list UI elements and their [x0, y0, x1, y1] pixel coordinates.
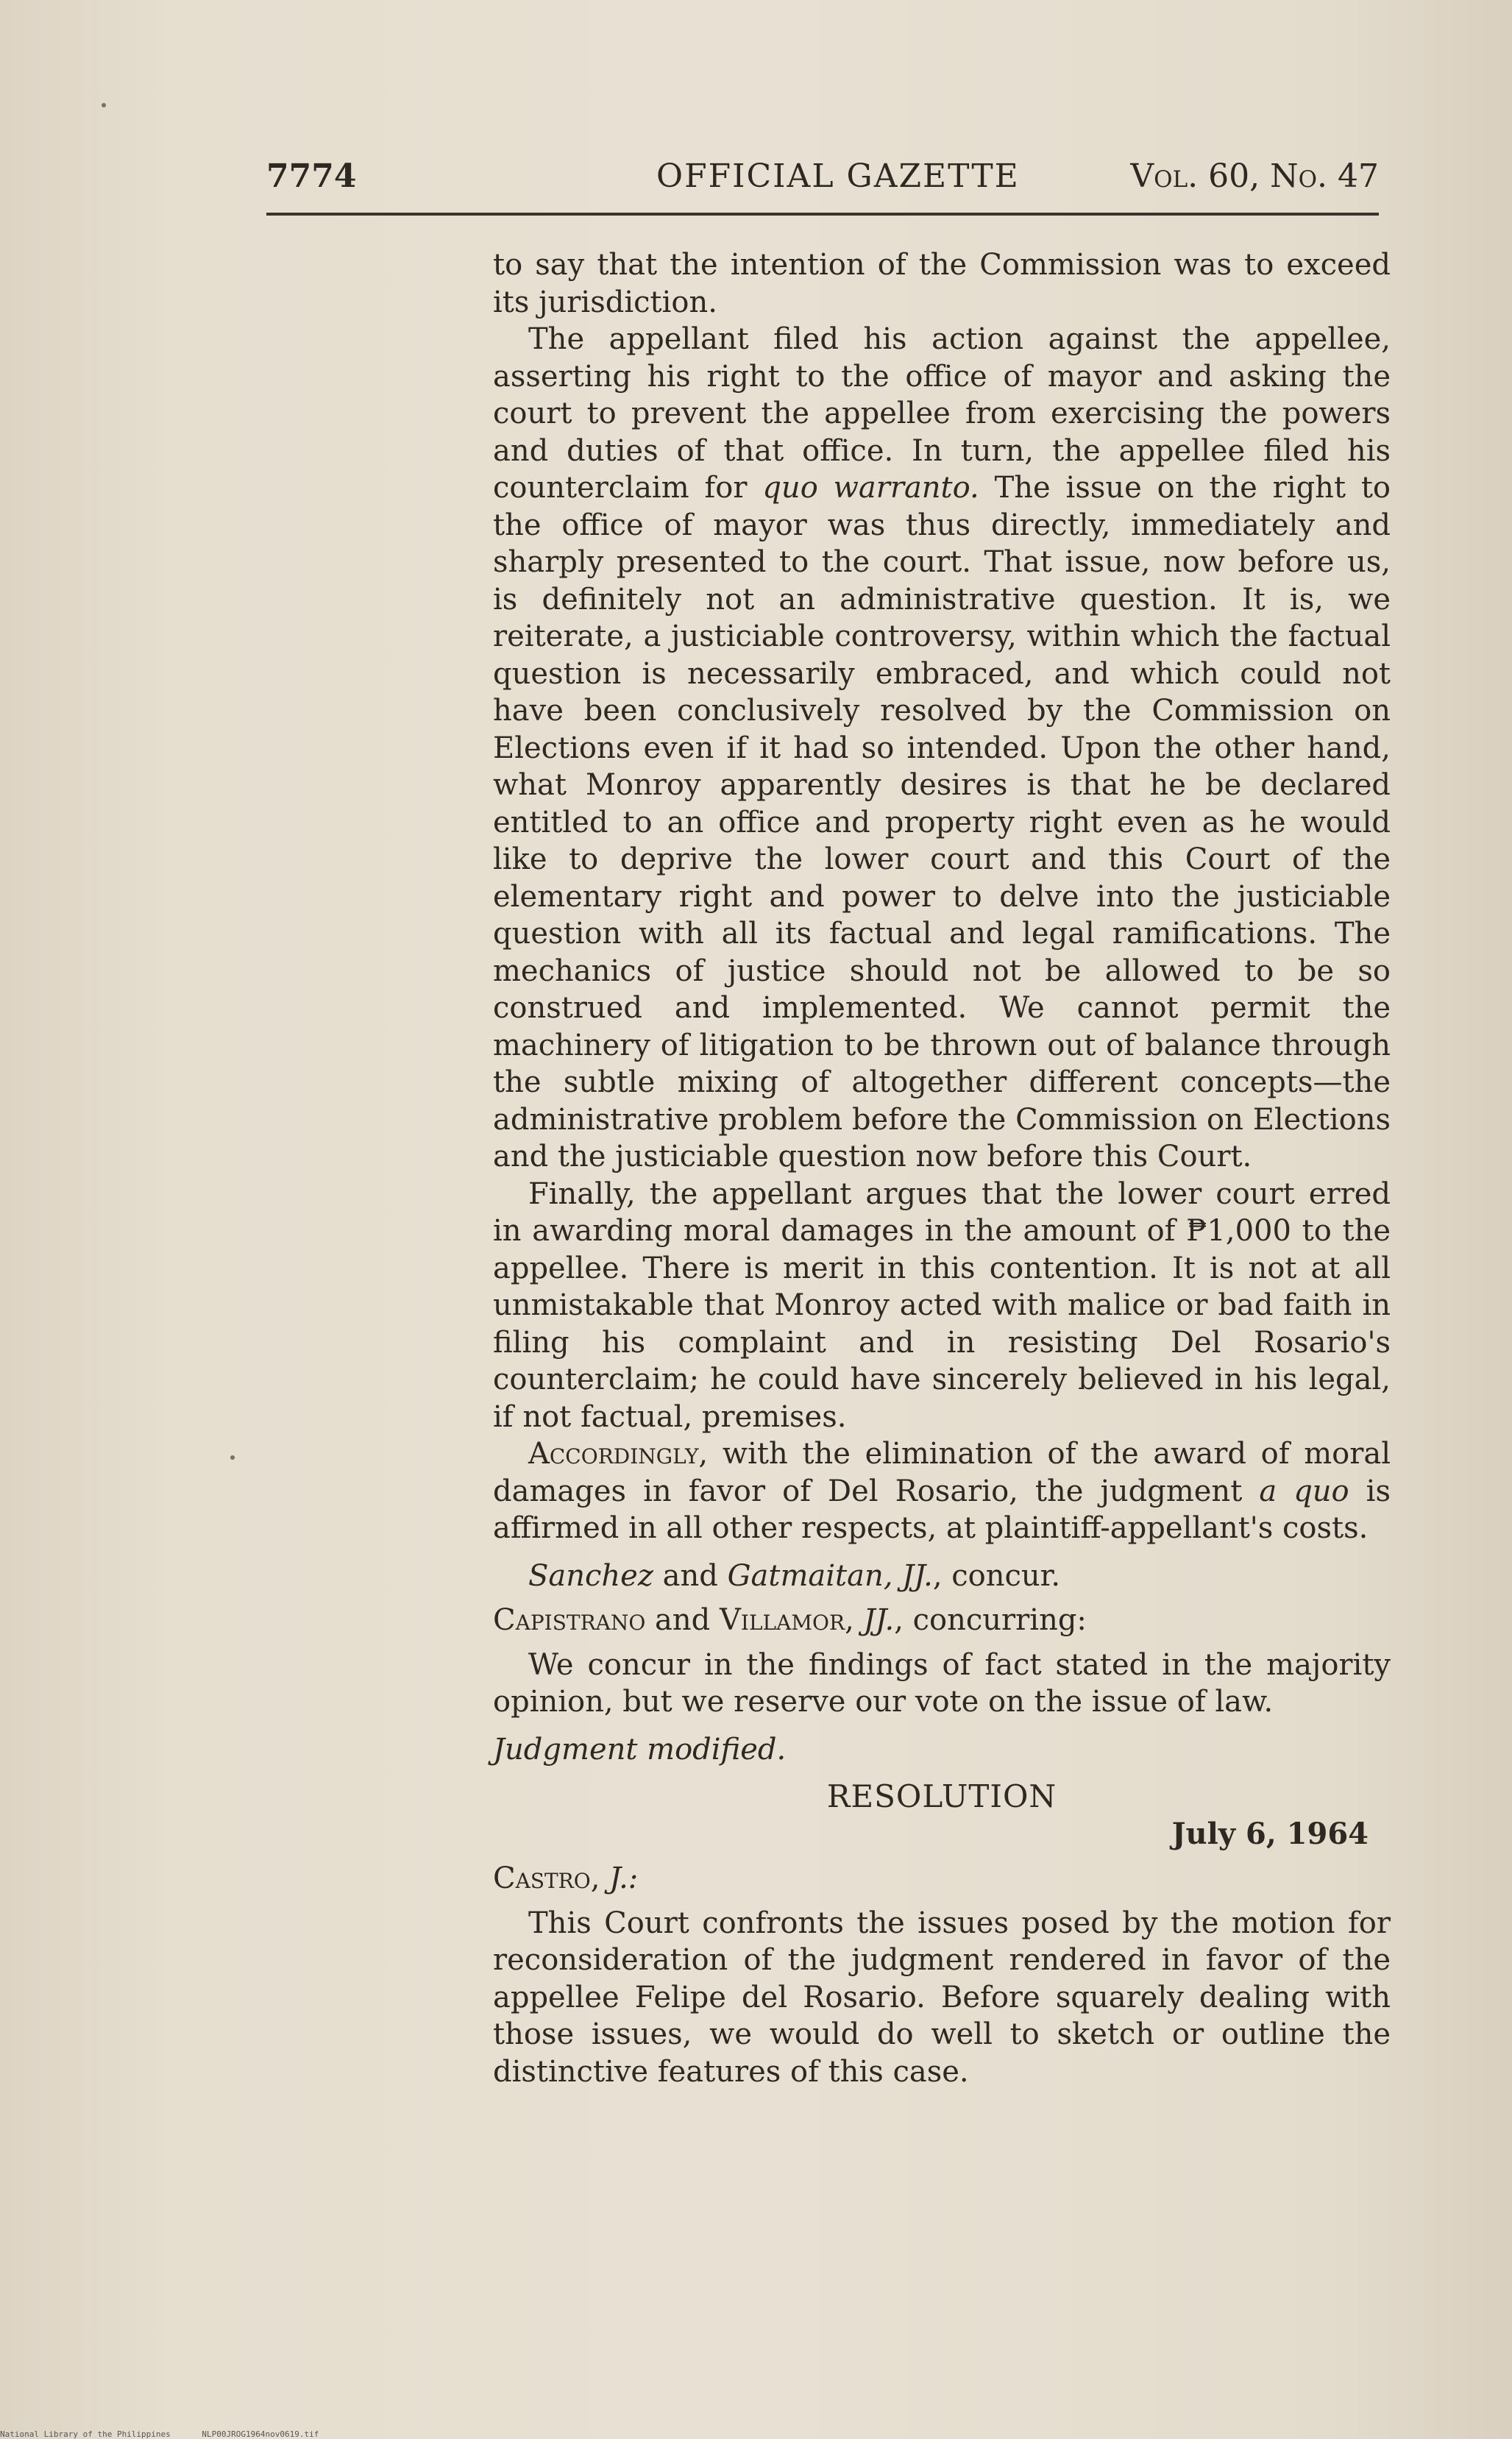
header-rule [266, 213, 1379, 216]
paragraph [493, 321, 1391, 1176]
paragraph-text: The issue on the right to the office of mayor was thus directly, immediately and sharply presented to the court. That issue, now before us, is definitely not an administrative question. It is, we reiterate, a justiciable controversy, within which the factual question is necessarily embraced, and which could not have been conclusively resolved by the Commission on Elections even if it had so intended. Upon the other hand, what Monroy apparently desires is that he be declared entitled to an office and property right even as he would like to deprive the lower court and this Court of the elementary right and power to delve into the justiciable question with all its factual and legal ramifications. The mechanics of justice should not be allowed to be so construed and implemented. We cannot permit the machinery of litigation to be thrown out of balance through the subtle mixing of altogether different concepts—the administrative problem before the Commission on Elections and the justiciable question now before this Court. [493, 471, 1391, 1174]
small-caps-lead: Accordingly, [528, 1437, 709, 1471]
paper-speck [102, 103, 106, 107]
justice-name: Gatmaitan, JJ. [727, 1558, 933, 1593]
paper-speck [230, 1455, 235, 1460]
connector-text: , concur. [932, 1558, 1061, 1593]
page-header [266, 157, 1379, 202]
paragraph: to say that the intention of the Commission was to exceed its jurisdiction. [493, 248, 1391, 319]
connector-text: and [653, 1558, 728, 1593]
paragraph: We concur in the findings of fact stated in the majority opinion, but we reserve our vote on the issue of law. [493, 1647, 1391, 1719]
library-credit: National Library of the Philippines [0, 2429, 171, 2439]
judgment-line [493, 1731, 1391, 1769]
page-number: 7774 [266, 157, 357, 195]
justice-suffix: JJ. [853, 1603, 895, 1637]
paragraph: This Court confronts the issues posed by the motion for reconsideration of the judgment rendered in favor of the appellee Felipe del Rosario. Before squarely dealing with those issues, we would do well to sketch or outline the distinctive features of this case. [493, 1906, 1391, 2089]
paragraph-text: with the elimination of the award of moral damages in favor of Del Rosario, the judgment [493, 1437, 1391, 1508]
concurrence-line [493, 1558, 1391, 1595]
journal-title: OFFICIAL GAZETTE [656, 157, 1020, 195]
paragraph-text: The appellant filed his action against the appellee, asserting his right to the office of mayor and asking the court to prevent the appellee from exercising the powers and duties of that office. In turn, the appellee filed his counterclaim for [493, 322, 1391, 505]
resolution-title: RESOLUTION [826, 1778, 1057, 1814]
volume-number: Vol. 60, No. 47 [1130, 157, 1379, 195]
resolution-date: July 6, 1964 [1171, 1816, 1369, 1851]
document-body [493, 246, 1391, 2090]
paragraph-text: is affirmed in all other respects, at plaintiff-appellant's costs. [493, 1474, 1391, 1545]
italic-phrase: quo warranto. [762, 471, 979, 505]
justice-name: Sanchez [528, 1558, 653, 1593]
justice-name: Villamor, [720, 1603, 854, 1637]
connector-text: , concurring: [894, 1603, 1087, 1637]
justice-name: Capistrano [493, 1603, 646, 1637]
judgment-text: Judgment modified. [493, 1732, 787, 1767]
justice-suffix: J.: [600, 1861, 639, 1895]
paragraph [493, 1435, 1391, 1547]
connector-text: and [645, 1603, 720, 1637]
resolution-author [493, 1860, 1391, 1897]
scan-footer [0, 2429, 345, 2439]
scan-filename: NLP00JROG1964nov0619.tif [202, 2429, 319, 2439]
concurring-heading [493, 1602, 1391, 1639]
italic-phrase: a quo [1259, 1474, 1349, 1508]
paragraph: Finally, the appellant argues that the lower court erred in awarding moral damages in the amount of ₱1,000 to the appellee. There is merit in this contention. It is not at all unmistakable that Monroy acted with malice or bad faith in filing his complaint and in resisting Del Rosario's counterclaim; he could have sincerely believed in his legal, if not factual, premises. [493, 1176, 1391, 1434]
justice-name: Castro, [493, 1861, 600, 1895]
